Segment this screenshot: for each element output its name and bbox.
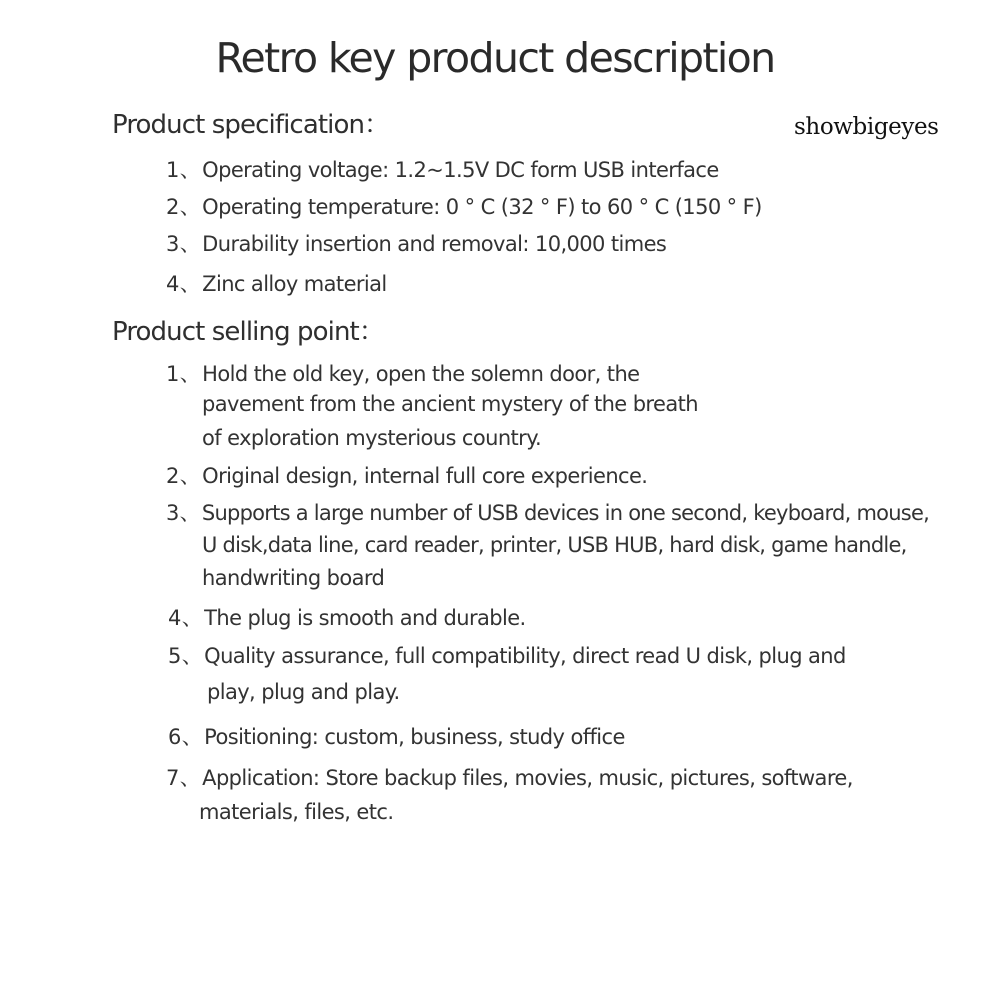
item-separator: 、 [179, 766, 201, 790]
watermark-text: showbigeyes [794, 114, 939, 140]
selling-item-5 [168, 640, 846, 670]
spec-item-4 [166, 268, 387, 298]
item-number: 2 [166, 464, 179, 488]
item-number: 3 [166, 501, 179, 525]
item-text: Zinc alloy material [202, 272, 387, 296]
selling-item-7 [166, 762, 853, 792]
item-separator: 、 [179, 232, 201, 256]
spec-item-1 [166, 154, 719, 184]
item-separator: 、 [181, 644, 203, 668]
selling-heading: Product selling point： [112, 317, 384, 347]
item-text-line: Supports a large number of USB devices in one second, keyboard, mouse, [201, 501, 930, 525]
selling-item-5-line-2: play, plug and play. [207, 680, 400, 704]
item-number: 3 [166, 232, 179, 256]
item-separator: 、 [179, 272, 201, 296]
spec-item-3 [166, 228, 666, 258]
item-text-line: Positioning: custom, business, study office [204, 725, 625, 749]
spec-item-2 [166, 191, 762, 221]
item-text: Operating voltage: 1.2~1.5V DC form USB interface [202, 158, 719, 182]
selling-item-1-line-2: pavement from the ancient mystery of the breath [202, 392, 698, 416]
item-number: 1 [166, 362, 179, 386]
item-text-line: Hold the old key, open the solemn door, the [202, 362, 640, 386]
page-title: Retro key product description [215, 34, 775, 82]
item-text: Durability insertion and removal: 10,000 times [202, 232, 667, 256]
item-number: 7 [166, 766, 179, 790]
item-number: 1 [166, 158, 179, 182]
item-number: 5 [168, 644, 181, 668]
item-separator: 、 [179, 362, 201, 386]
item-text-line: Quality assurance, full compatibility, direct read U disk, plug and [204, 644, 846, 668]
item-separator: 、 [179, 158, 201, 182]
selling-item-3-line-3: handwriting board [202, 566, 385, 590]
selling-item-6 [168, 721, 625, 751]
selling-item-1 [166, 358, 639, 388]
item-separator: 、 [179, 195, 201, 219]
item-number: 6 [168, 725, 181, 749]
selling-item-2 [166, 460, 647, 490]
item-number: 4 [168, 606, 181, 630]
selling-item-4 [168, 602, 526, 632]
selling-item-3 [166, 497, 929, 527]
item-separator: 、 [179, 464, 201, 488]
selling-item-7-line-2: materials, files, etc. [199, 800, 394, 824]
item-separator: 、 [179, 501, 200, 525]
item-text-line: Original design, internal full core experience. [202, 464, 648, 488]
selling-item-1-line-3: of exploration mysterious country. [202, 426, 542, 450]
item-number: 2 [166, 195, 179, 219]
item-text: Operating temperature: 0 ° C (32 ° F) to 60 ° C (150 ° F) [202, 195, 762, 219]
item-separator: 、 [181, 606, 203, 630]
selling-item-3-line-2: U disk,data line, card reader, printer, USB HUB, hard disk, game handle, [202, 533, 907, 557]
item-separator: 、 [181, 725, 203, 749]
item-text-line: The plug is smooth and durable. [204, 606, 526, 630]
item-text-line: Application: Store backup files, movies, music, pictures, software, [202, 766, 853, 790]
spec-heading: Product specification： [112, 110, 390, 140]
item-number: 4 [166, 272, 179, 296]
